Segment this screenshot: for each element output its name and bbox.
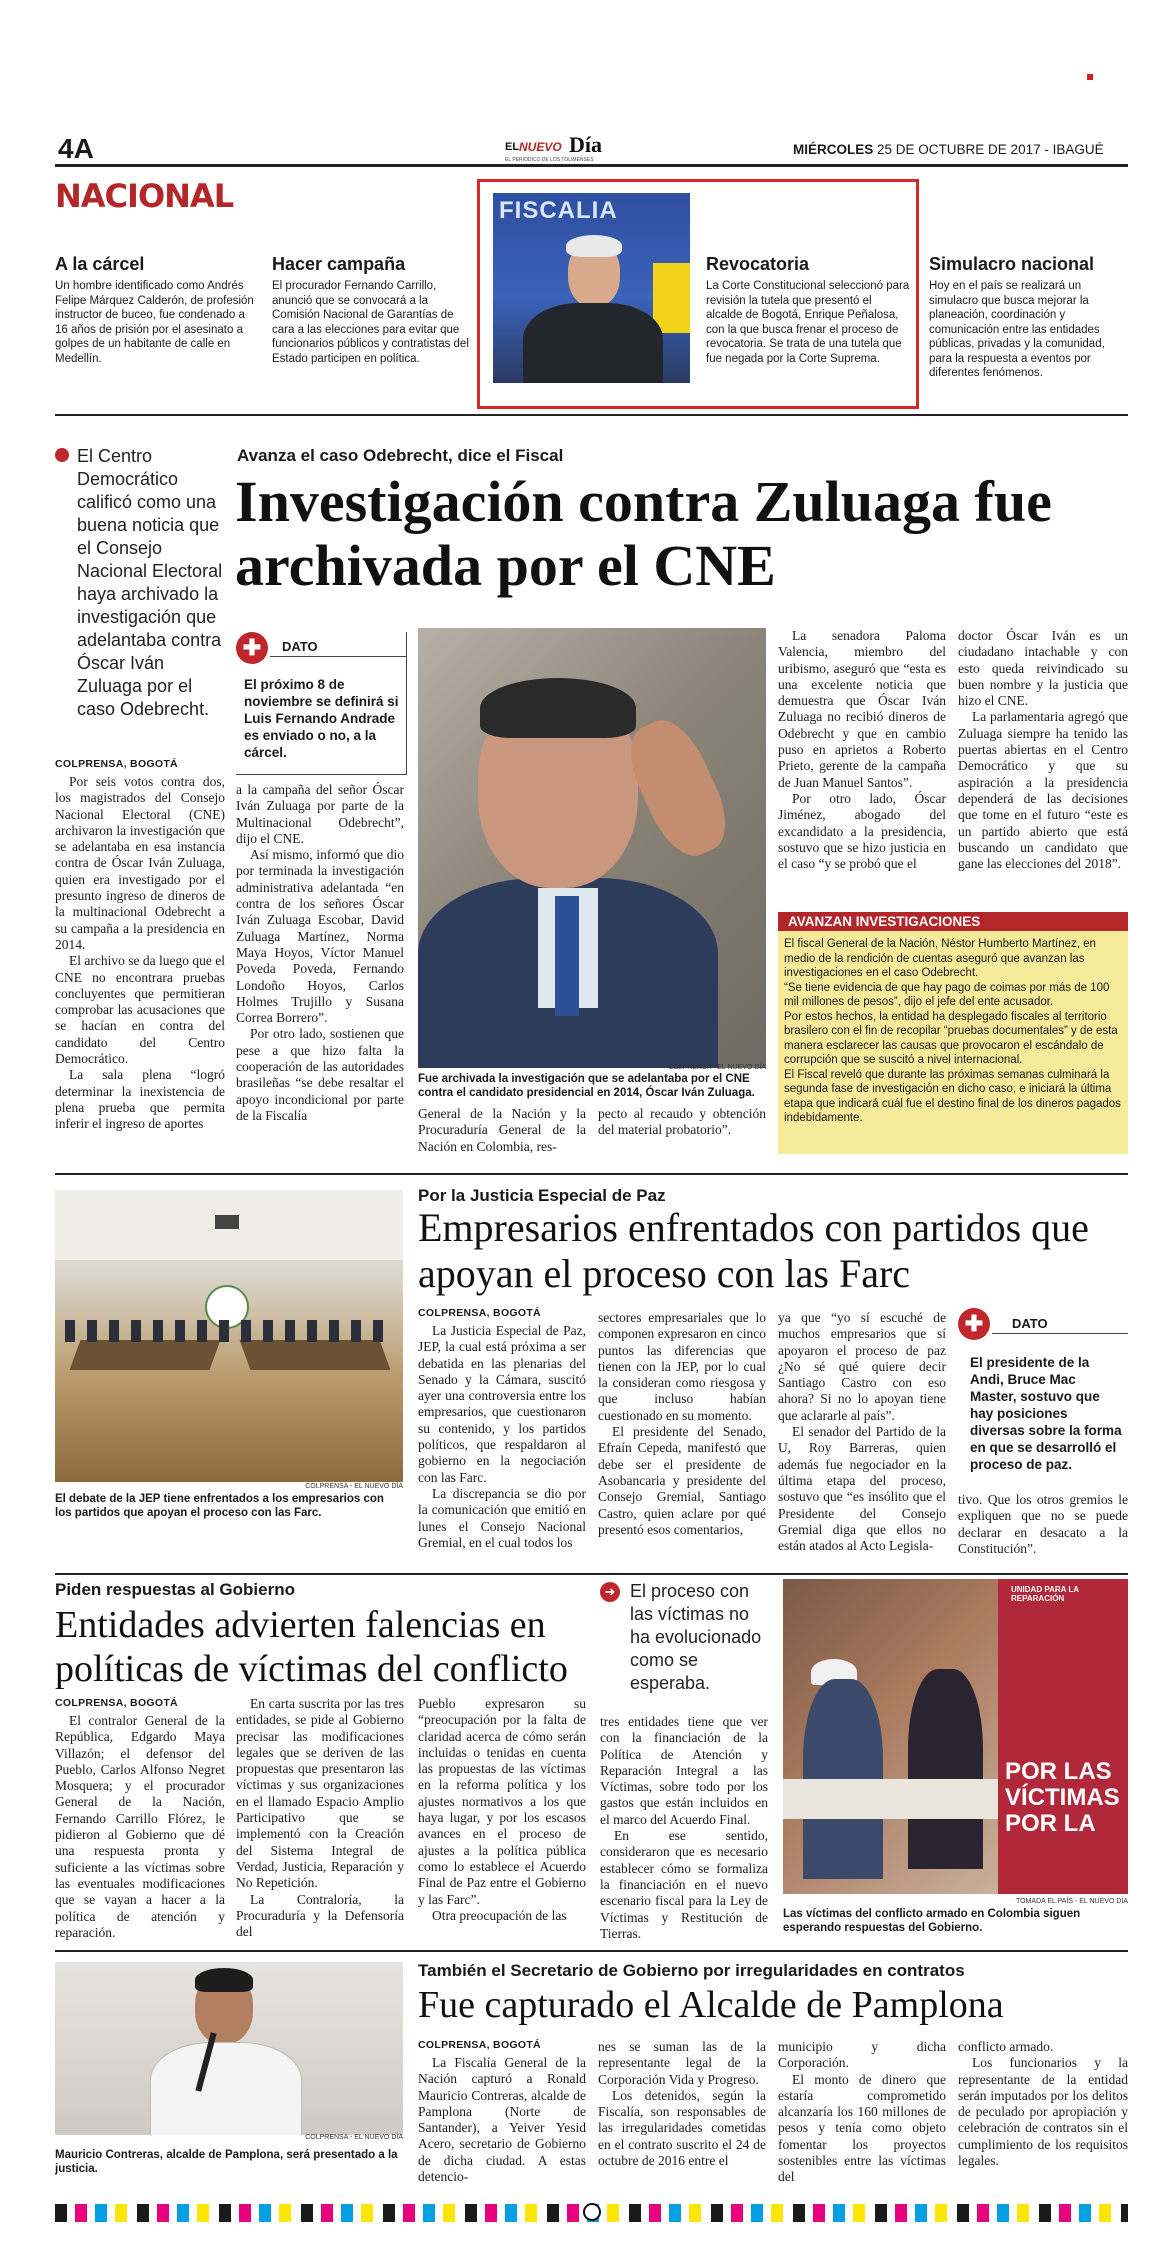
victimas-col4 (600, 1714, 768, 1942)
farc-headline: Empresarios enfrentados con partidos que apoyan el proceso con las Farc (418, 1205, 1089, 1296)
photo-caption: Las víctimas del conflicto armado en Colombia siguen esperando respuestas del Gobierno. (783, 1908, 1081, 1934)
penalosa-photo (493, 193, 690, 383)
date-day: MIÉRCOLES (793, 142, 874, 157)
farc-photo (55, 1190, 403, 1482)
box-paragraph: El fiscal General de la Nación, Néstor Humberto Martínez, en medio de la rendición de cuentas aseguró que avanzan las investigaciones en el caso Odebrecht. (784, 938, 1096, 979)
paragraph: Así mismo, informó que dio por terminada la investigación administrativa adelantada “en contra de los señores Óscar Iván Zuluaga Escobar, David Zuluaga Martínez, Norma Maya Hoyos, Víctor Manuel Poveda Poveda, Fernando Londoño Hoyos, Carlos Holmes Trujillo y Susana Correa Borrero”. (236, 847, 404, 1026)
paragraph: La parlamentaria agregó que Zuluaga siempre ha tenido las puertas abiertas en el Centro Democrático y que su aspiración a la presidencia dependerá de las decisiones que tome en el futuro “este es un partido abierto que está buscando un candidato que gane las elecciones del 2018”. (958, 709, 1128, 872)
paragraph: El monto de dinero que estaría comprometido alcanzaría los 160 millones de pesos y tenía como objeto fomentar los proyectos sostenibles entre las víctimas del (778, 2071, 946, 2185)
brief-campana (272, 254, 477, 366)
paragraph: Los detenidos, según la Fiscalía, son responsables de las irregularidades cometidas en el contrato suscrito el 24 de octubre de 2016 entre el (598, 2087, 766, 2169)
zuluaga-pullquote (55, 445, 230, 721)
photo-caption: El debate de la JEP tiene enfrentados a los empresarios con los partidos que apoyan el proceso con las Farc. (55, 1493, 384, 1519)
paragraph: En carta suscrita por las tres entidades, se pide al Gobierno precisar las modificaciones legales que se deriven de las propuestas que presentaron las víctimas y sus organizaciones en el llamado Espacio Amplio Participativo que se implementó con la Creación del Sistema Integral de Verdad, Justicia, Reparación y No Repetición. (236, 1696, 404, 1891)
dato-label: DATO (1012, 1316, 1048, 1331)
brief-text: Hoy en el país se realizará un simulacro que busca mejorar la planeación, coordinación y comunicación entre las entidades públicas, privadas y la comunidad, para la respuesta a eventos por diferentes fenómenos. (929, 280, 1105, 379)
farc-kicker: Por la Justicia Especial de Paz (418, 1186, 666, 1205)
box-paragraph: Por estos hechos, la entidad ha desplegado fiscales al territorio brasilero con el fin de recopilar “pruebas documentales” y de esta manera esclarecer las causas que provocaron el escándalo de corrupción que se suscitó a nivel internacional. (784, 1010, 1118, 1066)
farc-col1 (418, 1307, 586, 1551)
photo-credit: COLPRENSA - EL NUEVO DÍA (305, 2134, 403, 2141)
box-paragraph: “Se tiene evidencia de que hay pago de coimas por más de 100 mil millones de pesos”, dijo el jefe del ente acusador. (784, 981, 1110, 1008)
section-rule (55, 1173, 1128, 1175)
paragraph: sectores empresariales que lo componen expresaron en cinco puntos las diferencias que tienen con la JEP, por lo cual la consideran como riesgosa y que incluso habían cuestionado en su momento. (598, 1310, 766, 1423)
box-body (778, 931, 1128, 1126)
byline: COLPRENSA, BOGOTÁ (55, 758, 178, 770)
logo-nuevo: NUEVO (519, 140, 562, 154)
brief-title: Simulacro nacional (929, 254, 1095, 274)
dato-cross-icon: ✚ (958, 1308, 990, 1340)
banner-top-text: UNIDAD PARA LA REPARACIÓN (1011, 1585, 1079, 1603)
photo-credit: COLPRENSA - EL NUEVO DÍA (305, 1483, 403, 1490)
paragraph: La sala plena “logró determinar la inexistencia de plena prueba que permita inferir el ingreso de aportes (55, 1067, 225, 1132)
victimas-col1 (55, 1697, 225, 1941)
pullquote-text: El proceso con las víctimas no ha evolucionado como se esperaba. (630, 1581, 762, 1693)
photo-sign-text: FISCALIA (499, 197, 618, 224)
farc-col4 (958, 1492, 1128, 1557)
photo-table-left (70, 1340, 221, 1370)
paragraph: Los funcionarios y la representante de la entidad serán imputados por los delitos de peculado por apropiación y celebración de contratos sin el cumplimiento de los requisitos legales. (958, 2055, 1128, 2169)
brief-title: A la cárcel (55, 254, 145, 274)
victimas-col2 (236, 1696, 404, 1940)
zuluaga-col1 (55, 758, 225, 1133)
brief-simulacro (929, 254, 1129, 381)
brief-revocatoria (706, 254, 911, 366)
paragraph: En ese sentido, consideraron que es necesario establecer cómo se formaliza la financiación en el nuevo escenario fiscal para la Ley de Víctimas y Restitución de Tierras. (600, 1828, 768, 1941)
date-rest: 25 DE OCTUBRE DE 2017 - IBAGUÉ (877, 142, 1104, 157)
zuluaga-photo (418, 628, 766, 1068)
victimas-kicker: Piden respuestas al Gobierno (55, 1580, 295, 1599)
photo-table (783, 1779, 998, 1819)
logo-tagline: EL PERIÓDICO DE LOS TOLIMENSES (505, 157, 594, 163)
corner-mark (1087, 74, 1093, 80)
paragraph: El presidente del Senado, Efraín Cepeda, manifestó que debe ser el presidente de Asobancaria y presidente del Consejo Gremial, Santiago Castro, quien aclare por qué presentó esos comentarios, (598, 1424, 766, 1537)
logo-el: EL (505, 141, 520, 153)
zuluaga-col4 (598, 1106, 766, 1139)
pullquote-text: El Centro Democrático calificó como una buena noticia que el Consejo Nacional Electoral haya archivado la investigación que adelantaba contra Óscar Iván Zuluaga por el caso Odebrecht. (77, 446, 223, 719)
paragraph: El senador del Partido de la U, Roy Barreras, quien además fue negociador en la última etapa del proceso, sostuvo que “es insólito que el Presidente del Consejo Gremial diga que ellos no están atados al Acto Legisla- (778, 1424, 946, 1554)
brief-title: Hacer campaña (272, 254, 406, 274)
dato-cross-icon: ✚ (236, 632, 268, 664)
paragraph: El archivo se da luego que el CNE no encontrara pruebas concluyentes que permitieran comprobar las acusaciones que se hacían en contra del candidato del Centro Democrático. (55, 953, 225, 1067)
issue-date (793, 142, 1104, 157)
paragraph: Otra preocupación de las (432, 1907, 567, 1923)
brief-text: La Corte Constitucional seleccionó para revisión la tutela que presentó el alcalde de Bogotá, Enrique Peñalosa, con la que busca frenar el proceso de revocatoria. Se trata de una tutela que fue negada por la Corte Suprema. (706, 280, 910, 365)
red-arrow-icon (55, 448, 69, 462)
zuluaga-col6 (958, 628, 1128, 872)
photo-person-right (908, 1669, 983, 1869)
photo-table-right (240, 1340, 391, 1370)
photo-hair (195, 1968, 253, 1992)
victimas-col3 (418, 1696, 586, 1924)
photo-banner (998, 1579, 1128, 1894)
paragraph: doctor Óscar Iván es un ciudadano intachable y con esto queda reivindicado su buen nombre y la justicia que hizo el CNE. (958, 628, 1128, 709)
section-rule (55, 1950, 1128, 1952)
paragraph: La Fiscalía General de la Nación capturó a Ronald Mauricio Contreras, alcalde de Pamplona (Norte de Santander), a Yeiver Yesid Acero, secretario de Gobierno de dicha ciudad. A estas detencio- (418, 2055, 586, 2185)
section-rule (55, 414, 1128, 416)
paragraph: tivo. Que los otros gremios le expliquen que no se puede declarar en desacato a la Constitución”. (958, 1492, 1128, 1556)
dato-label: DATO (282, 639, 318, 654)
pamplona-photo (55, 1962, 403, 2135)
photo-tie (555, 896, 579, 1016)
zuluaga-col5 (778, 628, 946, 872)
victimas-headline: Entidades advierten falencias en políticas de víctimas del conflicto (55, 1604, 568, 1690)
paragraph: Por seis votos contra dos, los magistrados del Consejo Nacional Electoral (CNE) archivaron la investigación que se adelantaba en esa instancia contra de Óscar Iván Zuluaga, quien era investigado por el presunto ingreso de dineros de la multinacional Odebrecht a su campaña a la presidencia en 2014. (55, 774, 225, 952)
photo-credit: TOMADA EL PAÍS - EL NUEVO DÍA (1015, 1898, 1128, 1905)
zuluaga-dato (236, 632, 407, 775)
section-title: NACIONAL (55, 177, 234, 215)
paragraph: La discrepancia se dio por la comunicación que emitió en lunes el Consejo Nacional Gremial, en el cual todos los (418, 1485, 586, 1550)
paragraph: Por otro lado, sostienen que pese a que hizo falta la cooperación de las autoridades brasileñas “se debe resaltar el apoyo incondicional por parte de la Fiscalía (236, 1026, 404, 1123)
brief-carcel (55, 254, 260, 366)
paragraph: La Justicia Especial de Paz, JEP, la cual está próxima a ser debatida en las plenarias del Senado y la Cámara, suscitó ayer una controversia entre los empresarios, que cuestionaron su contenido, y los partidos políticos, que respaldaron al gobierno en la negociación con las Farc. (418, 1323, 586, 1485)
dato-text: El próximo 8 de noviembre se definirá si Luis Fernando Andrade es enviado o no, a la cárcel. (244, 677, 399, 760)
dato-text: El presidente de la Andi, Bruce Mac Master, sostuvo que hay posiciones diversas sobre la forma en que se desarrolló el proceso de paz. (970, 1355, 1122, 1472)
registration-target-icon (583, 2203, 601, 2221)
dato-rule (992, 1333, 1128, 1334)
victimas-pullquote (600, 1580, 770, 1695)
photo-flag-yellow (653, 263, 690, 333)
newspaper-logo (505, 132, 625, 166)
victimas-photo (783, 1579, 1128, 1894)
box-title: AVANZAN INVESTIGACIONES (778, 912, 1128, 931)
paragraph: ya que “yo sí escuché de muchos empresarios que sí apoyaron el proceso de paz ¿No sé qué quiere decir Santiago Castro con eso ahora? Si no lo apoyan tiene que aclararle al país”. (778, 1310, 946, 1423)
paragraph: Pueblo expresaron su “preocupación por la falta de claridad acerca de cómo serán incluidas o tenidas en cuenta las propuestas de las víctimas en la reforma política y los ajustes normativos a los que haya lugar, y por los escasos avances en el proceso de ajustes a la política pública como lo establece el Acuerdo Final de Paz entre el Gobierno y las Farc”. (418, 1696, 586, 1907)
photo-body (523, 303, 663, 383)
photo-caption: Fue archivada la investigación que se adelantaba por el CNE contra el candidato presidencial en 2014, Óscar Iván Zuluaga. (418, 1073, 755, 1099)
brief-text: El procurador Fernando Carrillo, anunció que se convocará a la Comisión Nacional de Garantías de cara a las elecciones para evitar que funcionarios públicos y contratistas del Estado participen en política. (272, 280, 469, 365)
banner-main-text: POR LAS VÍCTIMAS POR LA (1005, 1758, 1120, 1837)
paragraph: nes se suman las de la representante legal de la Corporación Vida y Progreso. (598, 2039, 766, 2087)
pamplona-col1 (418, 2039, 586, 2185)
photo-body (150, 2042, 302, 2135)
section-rule (55, 1573, 1128, 1575)
paragraph: conflicto armado. (958, 2039, 1054, 2054)
paragraph: La senadora Paloma Valencia, miembro del uribismo, aseguró que “esta es una excelente noticia que demuestra que Óscar Iván Zuluaga no recibió dineros de Odebrecht y que en cambio puso en aprietos a Roberto Prieto, gerente de la campaña de Juan Manuel Santos”. (778, 628, 946, 790)
investigaciones-box (778, 912, 1128, 1154)
pamplona-col3 (778, 2039, 946, 2186)
red-arrow-icon: ➜ (600, 1582, 620, 1602)
paragraph: municipio y dicha Corporación. (778, 2039, 946, 2071)
farc-col2 (598, 1310, 766, 1538)
paragraph: tres entidades tiene que ver con la financiación de la Política de Atención y Reparación Integral a las Víctimas, sobre todo por los gastos que están incluidos en el marco del Acuerdo Final. (600, 1714, 768, 1827)
byline: COLPRENSA, BOGOTÁ (418, 1307, 541, 1319)
pamplona-headline: Fue capturado el Alcalde de Pamplona (418, 1984, 1004, 2026)
photo-credit: COLPRENSA - EL NUEVO DÍA (668, 1064, 766, 1071)
photo-people (65, 1320, 395, 1342)
paragraph: La Contraloría, la Procuraduría y la Defensoría del (236, 1891, 404, 1940)
byline: COLPRENSA, BOGOTÁ (55, 1697, 178, 1709)
farc-col3 (778, 1310, 946, 1554)
zuluaga-col2 (236, 782, 404, 1124)
farc-dato (958, 1308, 1128, 1486)
zuluaga-col3 (418, 1106, 586, 1155)
page-number: 4A (58, 133, 94, 164)
pamplona-kicker: También el Secretario de Gobierno por irregularidades en contratos (418, 1961, 965, 1980)
logo-dia: Día (569, 132, 602, 157)
paragraph: General de la Nación y la Procuraduría General de la Nación en Colombia, res- (418, 1106, 586, 1154)
box-paragraph: El Fiscal reveló que durante las próximas semanas culminará la segunda fase de investigación en dicho caso, e iniciará la última etapa que indicará cuál fue el destino final de los dineros pagados indebidamente. (784, 1068, 1121, 1124)
paragraph: El contralor General de la República, Edgardo Maya Villazón; el defensor del Pueblo, Carlos Alfonso Negret Mosquera; y el procurador General de la Nación, Fernando Carrillo Flórez, le pidieron al Gobierno que dé una respuesta pronta y suficiente a las víctimas sobre las eventuales modificaciones que se vayan a hacer a la política de atención y reparación. (55, 1713, 225, 1940)
header-rule (55, 164, 1128, 167)
photo-hair (480, 678, 636, 738)
brief-text: Un hombre identificado como Andrés Felipe Márquez Calderón, de profesión instructor de buceo, fue condenado a 16 años de prisión por el asesinato a golpes de un habitante de calle en Medellín. (55, 280, 254, 365)
byline: COLPRENSA, BOGOTÁ (418, 2039, 541, 2051)
brief-title: Revocatoria (706, 254, 810, 274)
zuluaga-kicker: Avanza el caso Odebrecht, dice el Fiscal (237, 446, 564, 465)
photo-caption: Mauricio Contreras, alcalde de Pamplona, será presentado a la justicia. (55, 2149, 398, 2175)
photo-hair (566, 235, 622, 257)
paragraph: a la campaña del señor Óscar Iván Zuluaga por parte de la Multinacional Odebrecht”, dijo el CNE. (236, 782, 404, 846)
pamplona-col4 (958, 2039, 1128, 2169)
paragraph: Por otro lado, Óscar Jiménez, abogado del excandidato a la presidencia, sostuvo que se hizo justicia en el caso “y se probó que el (778, 790, 946, 872)
photo-projector (215, 1215, 239, 1229)
dato-rule (270, 656, 406, 657)
paragraph: pecto al recaudo y obtención del material probatorio”. (598, 1106, 766, 1138)
pamplona-col2 (598, 2039, 766, 2169)
zuluaga-headline: Investigación contra Zuluaga fue archivada por el CNE (235, 469, 1052, 598)
